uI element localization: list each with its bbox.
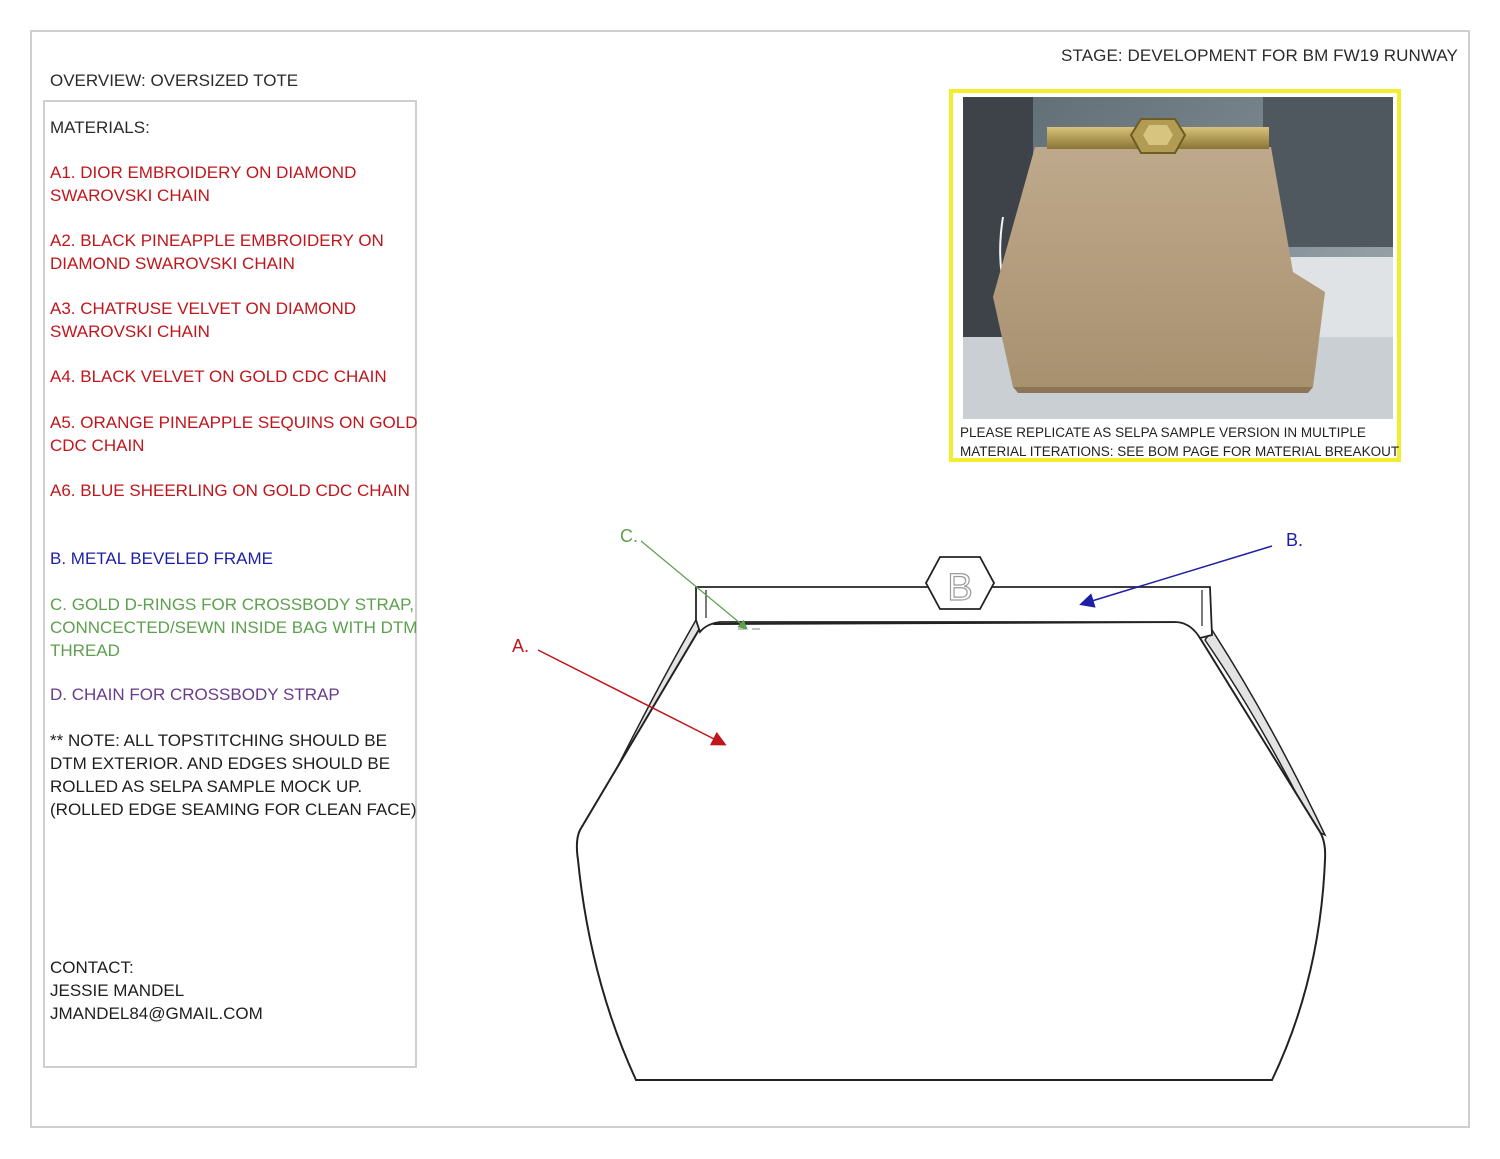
material-a1-line-2: SWAROVSKI CHAIN (50, 186, 210, 205)
materials-heading: MATERIALS: (50, 118, 150, 137)
material-a3-line-2: SWAROVSKI CHAIN (50, 322, 210, 341)
bag-body (577, 622, 1325, 1080)
contact-email[interactable]: JMANDEL84@GMAIL.COM (50, 1004, 263, 1023)
note-line-2: DTM EXTERIOR. AND EDGES SHOULD BE (50, 754, 391, 773)
material-b-frame: B. METAL BEVELED FRAME (50, 549, 273, 568)
note-line-3: ROLLED AS SELPA SAMPLE MOCK UP. (50, 777, 363, 796)
material-a2-line-2: DIAMOND SWAROVSKI CHAIN (50, 254, 295, 273)
callout-c-arrow (641, 541, 746, 628)
material-a4-line-1: A4. BLACK VELVET ON GOLD CDC CHAIN (50, 367, 387, 386)
material-c-line-3: THREAD (50, 641, 120, 660)
caption-line-1: PLEASE REPLICATE AS SELPA SAMPLE VERSION IN MULTIPLE (960, 425, 1366, 440)
callout-c-label: C. (620, 526, 638, 546)
caption-line-2: MATERIAL ITERATIONS: SEE BOM PAGE FOR MATERIAL BREAKOUT (960, 444, 1400, 459)
contact-name: JESSIE MANDEL (50, 981, 185, 1000)
material-c-line-2: CONNCECTED/SEWN INSIDE BAG WITH DTM (50, 618, 418, 637)
material-a1-line-1: A1. DIOR EMBROIDERY ON DIAMOND (50, 163, 357, 182)
stage-label: STAGE: DEVELOPMENT FOR BM FW19 RUNWAY (1061, 46, 1458, 65)
material-a6-line-1: A6. BLUE SHEERLING ON GOLD CDC CHAIN (50, 481, 410, 500)
overview-title: OVERVIEW: OVERSIZED TOTE (50, 71, 299, 90)
material-a5-line-1: A5. ORANGE PINEAPPLE SEQUINS ON GOLD (50, 413, 418, 432)
contact-label: CONTACT: (50, 958, 134, 977)
note-line-1: ** NOTE: ALL TOPSTITCHING SHOULD BE (50, 731, 387, 750)
callout-b-label: B. (1286, 530, 1304, 550)
material-d-chain: D. CHAIN FOR CROSSBODY STRAP (50, 685, 340, 704)
clasp-letter: B (947, 567, 973, 609)
material-a3-line-1: A3. CHATRUSE VELVET ON DIAMOND (50, 299, 357, 318)
material-a5-line-2: CDC CHAIN (50, 436, 145, 455)
note-line-4: (ROLLED EDGE SEAMING FOR CLEAN FACE) (50, 800, 417, 819)
material-c-line-1: C. GOLD D-RINGS FOR CROSSBODY STRAP, (50, 595, 414, 614)
callout-a-label: A. (512, 636, 530, 656)
material-a2-line-1: A2. BLACK PINEAPPLE EMBROIDERY ON (50, 231, 384, 250)
